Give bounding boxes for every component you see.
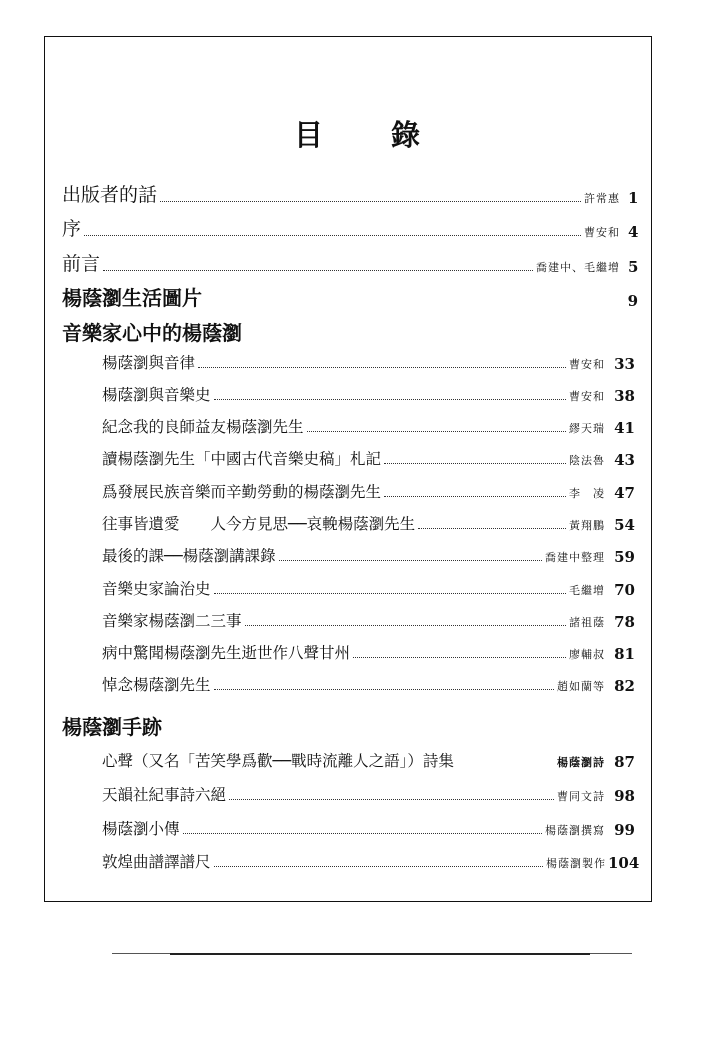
dot-leader [103,270,533,271]
toc-entry[interactable] [62,180,638,207]
entry-title: 音樂史家論治史 [102,580,211,598]
entry-page: 99 [614,821,635,839]
entry-page: 47 [614,484,635,502]
entry-title: 楊蔭瀏小傳 [102,820,180,838]
section-heading-photos[interactable]: 楊蔭瀏生活圖片 [62,286,202,310]
entry-title: 出版者的話 [62,184,158,206]
dot-leader [214,866,543,867]
entry-page: 82 [614,677,635,695]
toc-entry[interactable] [62,249,638,276]
entry-author: 楊蔭瀏撰寫 [545,824,605,837]
toc-entry[interactable] [102,512,635,534]
entry-title: 爲發展民族音樂而辛勤勞動的楊蔭瀏先生 [102,483,382,501]
page-frame [44,36,652,902]
dot-leader [307,431,566,432]
entry-page: 70 [614,581,635,599]
dot-leader [279,560,542,561]
entry-page: 98 [614,787,635,805]
toc-entry[interactable] [62,214,638,241]
entry-title: 最後的課──楊蔭瀏講課錄 [102,547,276,565]
entry-author: 李 凌 [569,487,605,500]
entry-author: 曹同文詩 [557,790,605,803]
toc-entry[interactable] [102,447,635,469]
entry-page: 59 [614,548,635,566]
entry-title: 楊蔭瀏與音律 [102,354,196,372]
dot-leader [183,833,542,834]
entry-page: 4 [628,223,639,241]
entry-page: 33 [614,355,635,373]
toc-entry[interactable] [102,641,635,663]
entry-page: 38 [614,387,635,405]
title-char-1: 目 [293,118,323,152]
entry-author: 喬建中、毛繼增 [536,261,620,274]
entry-title: 讀楊蔭瀏先生「中國古代音樂史稿」札記 [102,450,382,468]
dot-leader [229,799,554,800]
toc-entry[interactable] [102,783,635,805]
section-heading-manuscripts[interactable]: 楊蔭瀏手跡 [62,715,162,739]
toc-entry[interactable] [102,415,635,437]
entry-title: 前言 [62,253,101,275]
entry-title: 天韻社紀事詩六絕 [102,786,227,804]
entry-title: 紀念我的良師益友楊蔭瀏先生 [102,418,304,436]
dot-leader [214,399,566,400]
entry-author: 繆天瑞 [569,422,605,435]
title-char-2: 錄 [391,118,421,152]
toc-entry[interactable] [102,749,635,771]
entry-page: 43 [614,451,635,469]
entry-title: 楊蔭瀏與音樂史 [102,386,211,404]
entry-author: 曹安和 [569,358,605,371]
dot-leader [353,657,566,658]
toc-entry[interactable] [102,850,638,872]
entry-author: 黃翔鵬 [569,519,605,532]
dot-leader [384,496,566,497]
entry-author: 趙如蘭等 [557,680,605,693]
entry-title: 心聲（又名「苦笑學爲歡──戰時流離人之語」）詩集 [102,752,454,770]
toc-entry[interactable] [102,480,635,502]
dot-leader [384,463,566,464]
dot-leader [198,367,566,368]
bottom-rule [170,953,590,955]
entry-author: 楊蔭瀏製作 [546,857,606,870]
section-heading-music[interactable]: 音樂家心中的楊蔭瀏 [62,321,242,345]
entry-page: 5 [628,258,639,276]
dot-leader [418,528,566,529]
dot-leader [245,625,566,626]
toc-entry[interactable] [102,544,635,566]
entry-title: 病中驚聞楊蔭瀏先生逝世作八聲甘州 [102,644,351,662]
entry-page: 87 [614,753,635,771]
entry-author: 曹安和 [584,226,620,239]
entry-author: 許常惠 [584,192,620,205]
dot-leader [214,593,566,594]
entry-author: 喬建中整理 [545,551,605,564]
dot-leader [84,235,581,236]
entry-title: 悼念楊蔭瀏先生 [102,676,211,694]
entry-title: 敦煌曲譜譯譜尺 [102,853,211,871]
entry-page: 41 [614,419,635,437]
dot-leader [160,201,581,202]
entry-page: 54 [614,516,635,534]
entry-author: 廖輔叔 [569,648,605,661]
toc-entry[interactable] [102,383,635,405]
entry-title: 往事皆遺愛 人今方見思──哀輓楊蔭瀏先生 [102,515,416,533]
toc-entry[interactable] [102,817,635,839]
entry-page: 78 [614,613,635,631]
entry-page: 1 [628,189,639,207]
entry-page: 104 [608,854,640,872]
entry-title: 音樂家楊蔭瀏二三事 [102,612,242,630]
entry-page: 81 [614,645,635,663]
entry-author: 毛繼增 [569,584,605,597]
page-title [0,113,714,153]
entry-author: 曹安和 [569,390,605,403]
entry-author: 陰法魯 [569,454,605,467]
toc-entry[interactable] [102,351,635,373]
entry-author: 楊蔭瀏詩 [557,756,605,769]
entry-author: 諸祖蔭 [569,616,605,629]
toc-entry[interactable] [102,577,635,599]
section-page-photos: 9 [627,292,638,310]
entry-title: 序 [62,218,82,240]
dot-leader [214,689,554,690]
toc-entry[interactable] [102,673,635,695]
toc-entry[interactable] [102,609,635,631]
